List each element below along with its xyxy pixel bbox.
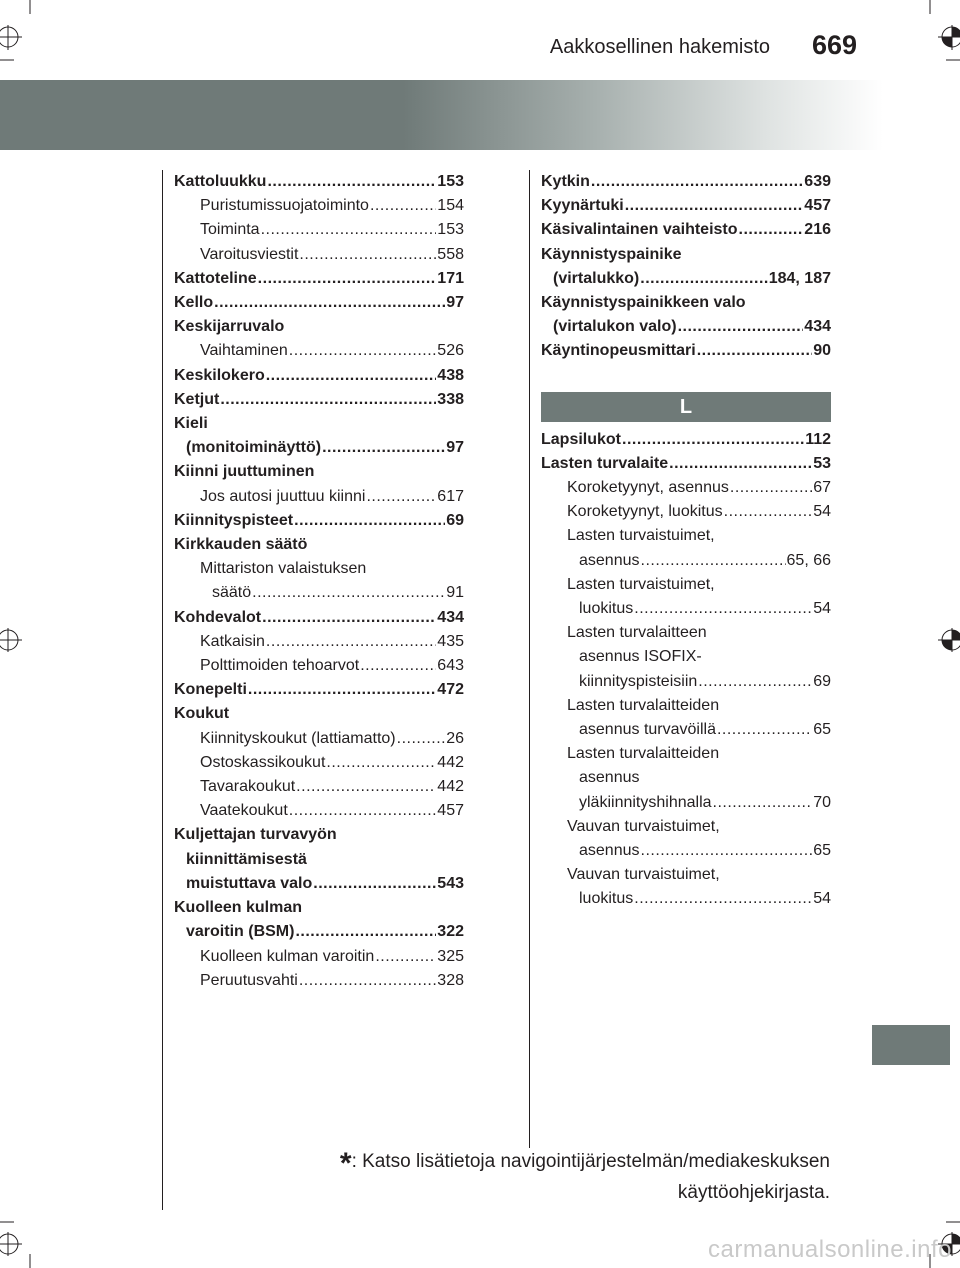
index-entry (541, 791, 831, 815)
index-entry (541, 500, 831, 524)
index-entry-text: asennus turvavöillä (579, 721, 716, 739)
index-entry-page: 435 (437, 632, 464, 650)
dot-leader (397, 727, 446, 751)
dot-leader (326, 751, 436, 775)
watermark: carmanualsonline.info (708, 1236, 952, 1263)
index-entry-text: Katkaisin (200, 632, 265, 650)
index-entry-text: Lasten turvalaite (541, 454, 669, 472)
index-entry-text: Lasten turvalaitteiden (567, 745, 720, 763)
index-entry-page: 69 (813, 672, 831, 690)
index-entry-text: Lasten turvalaitteen (567, 624, 707, 642)
index-entry-text: asennus (579, 842, 640, 860)
index-entry-page: 171 (437, 269, 464, 287)
dot-leader (641, 839, 813, 863)
dot-leader (360, 654, 436, 678)
dot-leader (262, 606, 436, 630)
index-entry-page: 97 (446, 439, 464, 457)
index-entry-page: 617 (437, 487, 464, 505)
index-entry-text: kiinnityspisteisiin (579, 672, 698, 690)
index-entry (174, 364, 464, 388)
dot-leader (730, 476, 812, 500)
index-entry-text: Kattoteline (174, 269, 257, 287)
dot-leader (295, 920, 436, 944)
index-entry-text: Kuolleen kulman varoitin (200, 947, 375, 965)
dot-leader (591, 170, 803, 194)
index-entry-page: 328 (437, 971, 464, 989)
index-entry-text: Tavarakoukut (200, 778, 296, 796)
dot-leader (258, 267, 437, 291)
index-entry-page: 69 (446, 511, 464, 529)
index-entry (541, 315, 831, 339)
index-entry-text: varoitin (BSM) (186, 923, 295, 941)
index-entry (541, 452, 831, 476)
index-entry-text: Peruutusvahti (200, 971, 298, 989)
dot-leader (634, 887, 812, 911)
dot-leader (266, 364, 437, 388)
index-entry-text: Ketjut (174, 390, 220, 408)
dot-leader (267, 170, 436, 194)
index-entry-page: 184, 187 (768, 269, 831, 287)
index-entry-text: luokitus (579, 600, 634, 618)
index-entry (541, 694, 831, 718)
index-entry-text: säätö (212, 584, 252, 602)
index-entry-page: 97 (446, 294, 464, 312)
index-entry-text: asennus ISOFIX- (579, 648, 702, 666)
dot-leader (299, 243, 436, 267)
index-entry-page: 54 (813, 600, 831, 618)
dot-leader (299, 969, 436, 993)
side-tab-marker (872, 1025, 950, 1065)
index-entry (541, 597, 831, 621)
index-entry-page: 67 (813, 479, 831, 497)
index-entry-page: 438 (437, 366, 464, 384)
index-entry (174, 799, 464, 823)
index-entry-text: Vaihtaminen (200, 342, 288, 360)
index-entry (174, 436, 464, 460)
index-entry (174, 872, 464, 896)
index-entry (541, 573, 831, 597)
index-entry (541, 742, 831, 766)
left-column-rule (162, 170, 163, 1210)
index-entry (174, 920, 464, 944)
index-entry-text: Mittariston valaistuksen (200, 560, 367, 578)
index-entry (174, 654, 464, 678)
column-divider (529, 170, 530, 1148)
index-entry-page: 91 (446, 584, 464, 602)
dot-leader (375, 945, 436, 969)
page-header-title: Aakkosellinen hakemisto (549, 36, 770, 58)
section-letter-bar: L (541, 392, 831, 422)
dot-leader (697, 339, 813, 363)
dot-leader (289, 339, 437, 363)
index-entry (174, 630, 464, 654)
index-entry-page: 442 (437, 753, 464, 771)
dot-leader (678, 315, 804, 339)
index-entry-text: Vauvan turvaistuimet, (567, 866, 720, 884)
index-entry-page: 442 (437, 778, 464, 796)
dot-leader (214, 291, 445, 315)
dot-leader (622, 428, 804, 452)
index-entry-text: Kyynärtuki (541, 197, 624, 215)
index-entry-text: Polttimoiden tehoarvot (200, 657, 360, 675)
index-entry-text: Käynnistyspainikkeen valo (541, 294, 746, 312)
index-entry (541, 339, 831, 363)
index-entry-text: Lasten turvaistuimet, (567, 527, 715, 545)
index-entry (541, 291, 831, 315)
index-entry (541, 718, 831, 742)
dot-leader (289, 799, 437, 823)
index-entry (174, 945, 464, 969)
index-entry (174, 557, 464, 581)
index-entry (541, 428, 831, 452)
index-entry (174, 291, 464, 315)
index-entry-text: Koroketyynyt, luokitus (567, 503, 723, 521)
index-entry-text: Kirkkauden säätö (174, 536, 308, 554)
index-entry (174, 412, 464, 436)
index-entry-page: 639 (804, 173, 831, 190)
index-entry-page: 70 (813, 793, 831, 811)
header-band (0, 80, 960, 150)
dot-leader (713, 791, 813, 815)
index-entry-text: Käynnistyspainike (541, 245, 682, 263)
index-entry (174, 606, 464, 630)
footnote-line-1: : Katso lisätietoja navigointijärjestelmän/mediakeskuksen (351, 1151, 830, 1172)
index-entry-text: Kohdevalot (174, 608, 262, 626)
index-entry-page: 65, 66 (786, 551, 831, 569)
index-entry (541, 887, 831, 911)
index-entry (541, 267, 831, 291)
index-entry-text: Kuolleen kulman (174, 899, 303, 917)
index-entry (541, 476, 831, 500)
index-entry-text: Keskilokero (174, 366, 265, 384)
dot-leader (640, 267, 767, 291)
page-number: 669 (812, 30, 858, 60)
index-entry (174, 170, 464, 194)
footnote (210, 1147, 830, 1207)
dot-leader (641, 549, 786, 573)
index-entry-text: Keskijarruvalo (174, 318, 285, 336)
index-entry-page: 153 (437, 221, 464, 239)
index-entry (174, 775, 464, 799)
dot-leader (248, 678, 436, 702)
index-entry (541, 243, 831, 267)
index-entry-page: 325 (437, 947, 464, 965)
index-entry-text: Vauvan turvaistuimet, (567, 817, 720, 835)
index-entry (541, 549, 831, 573)
index-entry-page: 26 (446, 729, 464, 747)
index-entry-page: 558 (437, 245, 464, 263)
index-entry-text: Ostoskassikoukut (200, 753, 326, 771)
index-entry-text: (virtalukon valo) (553, 318, 677, 336)
index-entry-page: 90 (813, 342, 831, 360)
index-group-l (541, 428, 831, 912)
index-entry (174, 678, 464, 702)
dot-leader (669, 452, 812, 476)
index-entry (174, 267, 464, 291)
index-entry (174, 896, 464, 920)
index-entry-text: Kiinnityspisteet (174, 511, 294, 529)
index-entry-text: luokitus (579, 890, 634, 908)
index-entry-page: 643 (437, 657, 464, 675)
index-entry-page: 472 (437, 681, 464, 699)
index-entry (174, 702, 464, 726)
index-entry (541, 194, 831, 218)
index-entry-text: Koukut (174, 705, 230, 723)
index-entry-text: Kattoluukku (174, 173, 267, 190)
index-entry-page: 434 (804, 318, 831, 336)
index-entry-page: 65 (813, 842, 831, 860)
dot-leader (322, 436, 445, 460)
index-entry-text: kiinnittämisestä (186, 850, 307, 868)
index-entry-page: 338 (437, 390, 464, 408)
index-entry-text: Lasten turvalaitteiden (567, 696, 720, 714)
dot-leader (698, 670, 812, 694)
index-entry-text: Konepelti (174, 681, 247, 699)
index-entry-text: Kytkin (541, 173, 590, 190)
index-entry-page: 153 (437, 173, 464, 190)
dot-leader (266, 630, 436, 654)
index-entry-text: yläkiinnityshihnalla (579, 793, 712, 811)
index-entry-text: muistuttava valo (186, 874, 313, 892)
index-entry-text: (virtalukko) (553, 269, 640, 287)
index-entry (174, 194, 464, 218)
index-entry-text: (monitoiminäyttö) (186, 439, 322, 457)
dot-leader (717, 718, 812, 742)
dot-leader (296, 775, 436, 799)
right-index-column (541, 170, 831, 912)
index-entry (541, 670, 831, 694)
left-index-column (174, 170, 464, 993)
index-entry-page: 322 (437, 923, 464, 941)
index-entry (174, 823, 464, 847)
index-entry-page: 154 (437, 197, 464, 215)
dot-leader (625, 194, 804, 218)
index-entry-text: Kieli (174, 415, 208, 433)
index-entry (174, 848, 464, 872)
dot-leader (261, 218, 437, 242)
dot-leader (313, 872, 436, 896)
dot-leader (294, 509, 445, 533)
index-entry (174, 460, 464, 484)
index-entry (174, 581, 464, 605)
index-entry (541, 839, 831, 863)
footnote-marker: * (339, 1147, 352, 1180)
index-entry-text: Kello (174, 294, 214, 312)
index-entry (174, 509, 464, 533)
index-entry-text: Toiminta (200, 221, 260, 239)
index-entry-text: Lasten turvaistuimet, (567, 575, 715, 593)
index-entry (541, 621, 831, 645)
index-entry (541, 815, 831, 839)
dot-leader (739, 218, 804, 242)
index-entry-page: 457 (437, 802, 464, 820)
index-entry (174, 243, 464, 267)
dot-leader (252, 581, 445, 605)
footnote-line-2: käyttöohjekirjasta. (677, 1182, 830, 1203)
index-entry-page: 526 (437, 342, 464, 360)
index-entry (541, 218, 831, 242)
index-entry (174, 727, 464, 751)
index-entry-text: asennus (579, 769, 640, 787)
index-entry-text: Vaatekoukut (200, 802, 288, 820)
index-entry-page: 54 (813, 503, 831, 521)
index-entry-page: 54 (813, 890, 831, 908)
index-entry-text: asennus (579, 551, 640, 569)
index-entry (174, 751, 464, 775)
index-entry-text: Puristumissuojatoiminto (200, 197, 369, 215)
index-entry-page: 65 (813, 721, 831, 739)
index-entry-page: 216 (804, 221, 831, 239)
index-entry-text: Kiinnityskoukut (lattiamatto) (200, 729, 396, 747)
index-entry-text: Käyntinopeusmittari (541, 342, 696, 360)
index-entry (174, 388, 464, 412)
index-entry (541, 170, 831, 194)
index-entry-page: 457 (804, 197, 831, 215)
index-entry-text: Kuljettajan turvavyön (174, 826, 337, 844)
dot-leader (634, 597, 812, 621)
dot-leader (724, 500, 813, 524)
dot-leader (370, 194, 436, 218)
index-entry-page: 112 (805, 430, 831, 448)
index-entry-text: Varoitusviestit (200, 245, 299, 263)
index-entry (541, 766, 831, 790)
dot-leader (366, 485, 436, 509)
index-entry (174, 339, 464, 363)
dot-leader (220, 388, 436, 412)
index-entry-page: 53 (813, 454, 831, 472)
index-entry (174, 218, 464, 242)
index-entry-page: 543 (437, 874, 464, 892)
index-entry (174, 533, 464, 557)
index-entry-text: Jos autosi juuttuu kiinni (200, 487, 366, 505)
index-entry-text: Kiinni juuttuminen (174, 463, 315, 481)
index-entry (541, 863, 831, 887)
index-entry-text: Lapsilukot (541, 430, 622, 448)
index-entry (174, 485, 464, 509)
index-entry-page: 434 (437, 608, 464, 626)
index-entry (174, 969, 464, 993)
index-entry (174, 315, 464, 339)
index-entry (541, 524, 831, 548)
index-group-k (541, 170, 831, 364)
index-entry-text: Koroketyynyt, asennus (567, 479, 729, 497)
index-entry (541, 645, 831, 669)
index-entry-text: Käsivalintainen vaihteisto (541, 221, 738, 239)
